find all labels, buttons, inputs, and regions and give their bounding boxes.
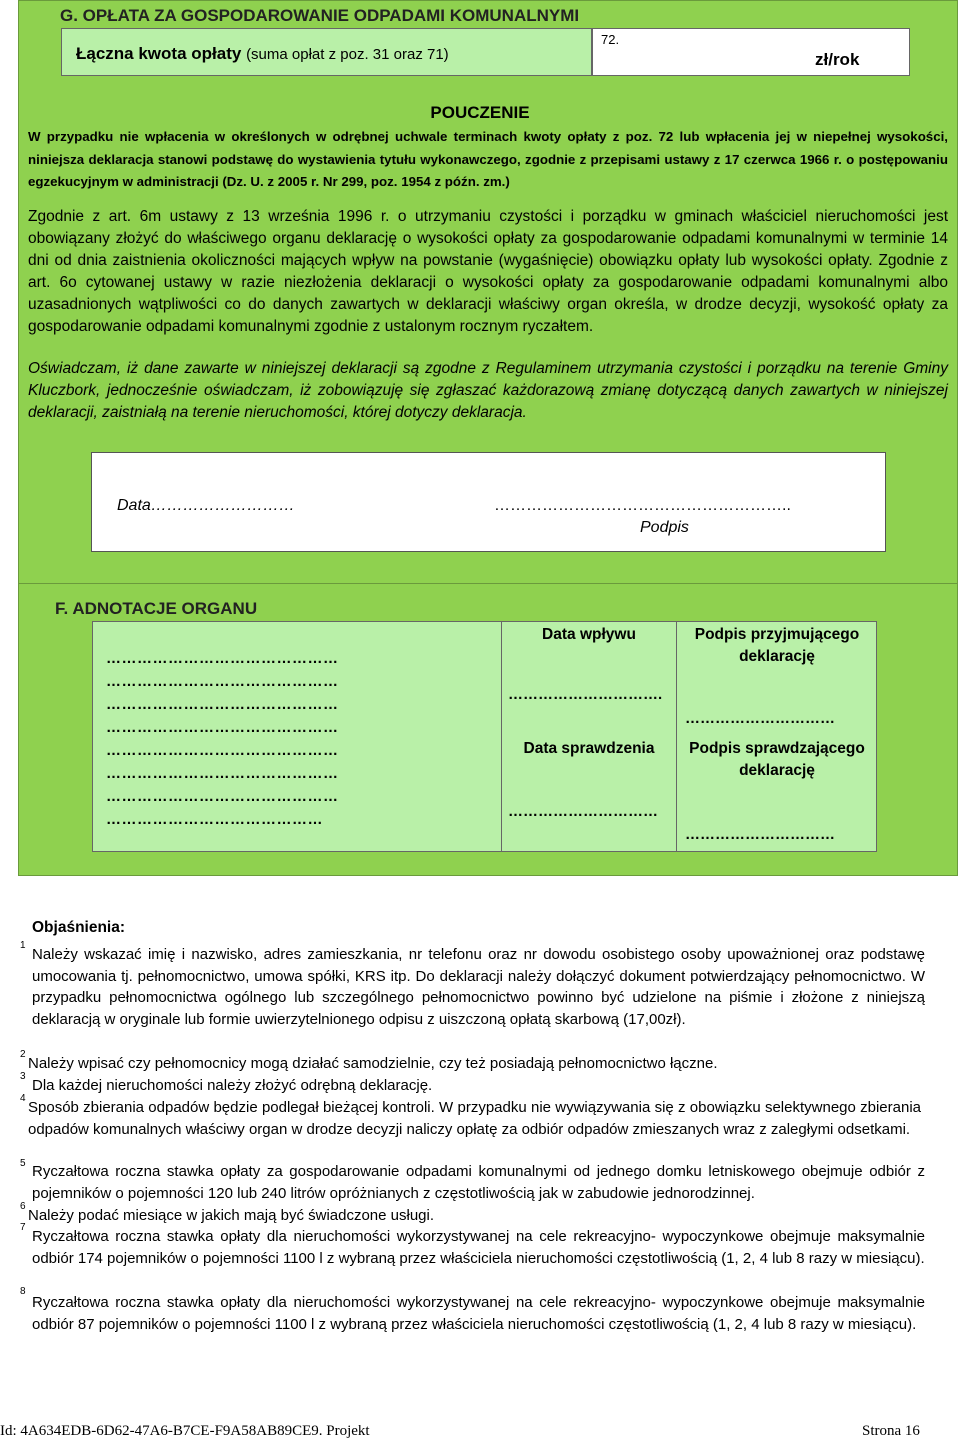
unit-label: zł/rok (815, 50, 860, 69)
receipt-date-line[interactable]: …………………………. (508, 686, 663, 703)
page-number: Strona 16 (862, 1423, 920, 1439)
signature-label: Podpis (640, 519, 689, 536)
total-label-sub: (suma opłat z poz. 31 oraz 71) (246, 46, 449, 63)
section-g-title: G. OPŁATA ZA GOSPODAROWANIE ODPADAMI KOMUNALNYMI (60, 6, 580, 25)
footnote-text: Dla każdej nieruchomości należy złożyć odrębną deklarację. (32, 1077, 433, 1094)
footnote-number: 1 (20, 940, 26, 951)
document-id: Id: 4A634EDB-6D62-47A6-B7CE-F9A58AB89CE9. Projekt (0, 1423, 370, 1439)
signature-line: ……………………………………………….. (494, 497, 791, 514)
footnote-number: 8 (20, 1286, 26, 1297)
receiver-signature-line[interactable]: ………………………… (685, 710, 835, 727)
notes-line[interactable]: ……………………………………… (106, 673, 339, 690)
declaration-statement: Oświadczam, iż dane zawarte w niniejszej deklaracji są zgodne z Regulaminem utrzymania czystości i porządku na terenie Gminy Kluczbork, jednocześnie oświadczam, iż zobowiązuję się zgłaszać każdorazową zmianę dotyczącą danych zawartych w niniejszej deklaracji, zaistniałą na terenie nieruchomości, której dotyczy deklaracja. (28, 360, 948, 421)
notes-line[interactable]: ……………………………………… (106, 696, 339, 713)
footnote-text: Ryczałtowa roczna stawka opłaty dla nieruchomości wykorzystywanej na cele rekreacyjno- wypoczynkowe obejmuje maksymalnie odbiór 87 pojemników o pojemności 1100 l z wybraną przez właściciela nieruchomości częstotliwością (1, 2, 4 lub 8 razy w miesiącu). (32, 1294, 925, 1333)
receipt-date-header: Data wpływu (542, 626, 636, 643)
notes-line[interactable]: ……………………………………… (106, 719, 339, 736)
date-field-label: Data……………………… (117, 497, 295, 514)
footnote-number: 7 (20, 1222, 26, 1233)
checker-signature-header: Podpis sprawdzającego deklarację (689, 740, 865, 779)
notes-line[interactable]: ……………………………………… (106, 765, 339, 782)
check-date-header: Data sprawdzenia (523, 740, 655, 757)
footnote-text: Należy wskazać imię i nazwisko, adres zamieszkania, nr telefonu oraz nr dowodu osobistego osoby upoważnionej oraz podstawę umocowania tj. pełnomocnictwo, umowa spółki, KRS itp. Do deklaracji należy dołączyć dokument potwierdzający pełnomocnictwo. W przypadku pełnomocnictwa ogólnego lub szczególnego pełnomocnictwo powinno być udzielone na piśmie i złożone z niniejszą deklaracją w oryginale lub formie uwierzytelnionego odpisu z uiszczoną opłatą skarbową (17,00zł). (32, 946, 925, 1028)
section-f-title: F. ADNOTACJE ORGANU (55, 599, 258, 618)
checker-signature-line[interactable]: ………………………… (685, 826, 835, 843)
footnote-text: Sposób zbierania odpadów będzie podlegał bieżącej kontroli. W przypadku nie wywiązywania się z obowiązku selektywnego zbierania odpadów komunalnych właściwy organ w drodze decyzji naliczy opłatę za odbiór odpadów zmieszanych wraz z zaległymi odsetkami. (28, 1099, 921, 1138)
pouczenie-text: W przypadku nie wpłacenia w określonych w odrębnej uchwale terminach kwoty opłaty z poz. 72 lub wpłacenia jej w niepełnej wysokości, niniejsza deklaracja stanowi podstawę do wystawienia tytułu wykonawczego, zgodnie z przepisami ustawy z 17 czerwca 1966 r. o postępowaniu egzekucyjnym w administracji (Dz. U. z 2005 r. Nr 299, poz. 1954 z późn. zm.) (28, 129, 948, 189)
total-label (76, 44, 449, 64)
footnote-number: 6 (20, 1201, 26, 1212)
footnote-text: Ryczałtowa roczna stawka opłaty dla nieruchomości wykorzystywanej na cele rekreacyjno- wypoczynkowe obejmuje maksymalnie odbiór 174 pojemników o pojemności 1100 l z wybraną przez właściciela nieruchomości częstotliwością (1, 2, 4 lub 8 razy w miesiącu). (32, 1228, 925, 1267)
footnote-number: 4 (20, 1093, 26, 1104)
explanations-title: Objaśnienia: (32, 919, 126, 936)
notes-line[interactable]: ……………………………………… (106, 742, 339, 759)
footnote-text: Należy wpisać czy pełnomocnicy mogą działać samodzielnie, czy też posiadają pełnomocnictwo łączne. (28, 1055, 718, 1072)
position-number: 72. (601, 32, 620, 47)
footnote-number: 3 (20, 1071, 26, 1082)
check-date-line[interactable]: ………………………… (508, 803, 658, 820)
total-label-main: Łączna kwota opłaty (76, 44, 242, 63)
table-divider (501, 621, 502, 852)
footnote-number: 5 (20, 1158, 26, 1169)
notes-line[interactable]: ……………………………………… (106, 788, 339, 805)
total-value-field[interactable] (592, 28, 910, 76)
notes-line[interactable]: ……………………………………… (106, 650, 339, 667)
footnote-text: Należy podać miesiące w jakich mają być świadczone usługi. (28, 1207, 435, 1224)
legal-basis-text: Zgodnie z art. 6m ustawy z 13 września 1996 r. o utrzymaniu czystości i porządku w gminach właściciel nieruchomości jest obowiązany złożyć do właściwego organu deklarację o wysokości opłaty za gospodarowanie odpadami komunalnymi w terminie 14 dni od dnia zaistnienia okoliczności mających wpływ na powstanie (wygaśnięcie) obowiązku opłaty lub wysokości opłaty. Zgodnie z art. 6o cytowanej ustawy w razie niezłożenia deklaracji o wysokości opłaty za gospodarowanie odpadami komunalnymi albo uzasadnionych wątpliwości co do danych zawartych w deklaracji właściwy organ określa, w drodze decyzji, wysokość opłaty za gospodarowanie odpadami komunalnymi zgodnie z ustalonym rocznym ryczałtem. (28, 208, 948, 335)
footnote-text: Ryczałtowa roczna stawka opłaty za gospodarowanie odpadami komunalnymi od jednego domku letniskowego obejmuje odbiór z pojemników o pojemności 120 lub 240 litrów opróżnianych z częstotliwością jak w zabudowie jednorodzinnej. (32, 1163, 925, 1202)
notes-line[interactable]: …………………………………… (106, 811, 323, 828)
footnote-number: 2 (20, 1049, 26, 1060)
pouczenie-title: POUCZENIE (430, 103, 530, 122)
receiver-signature-header: Podpis przyjmującego deklarację (694, 626, 860, 665)
